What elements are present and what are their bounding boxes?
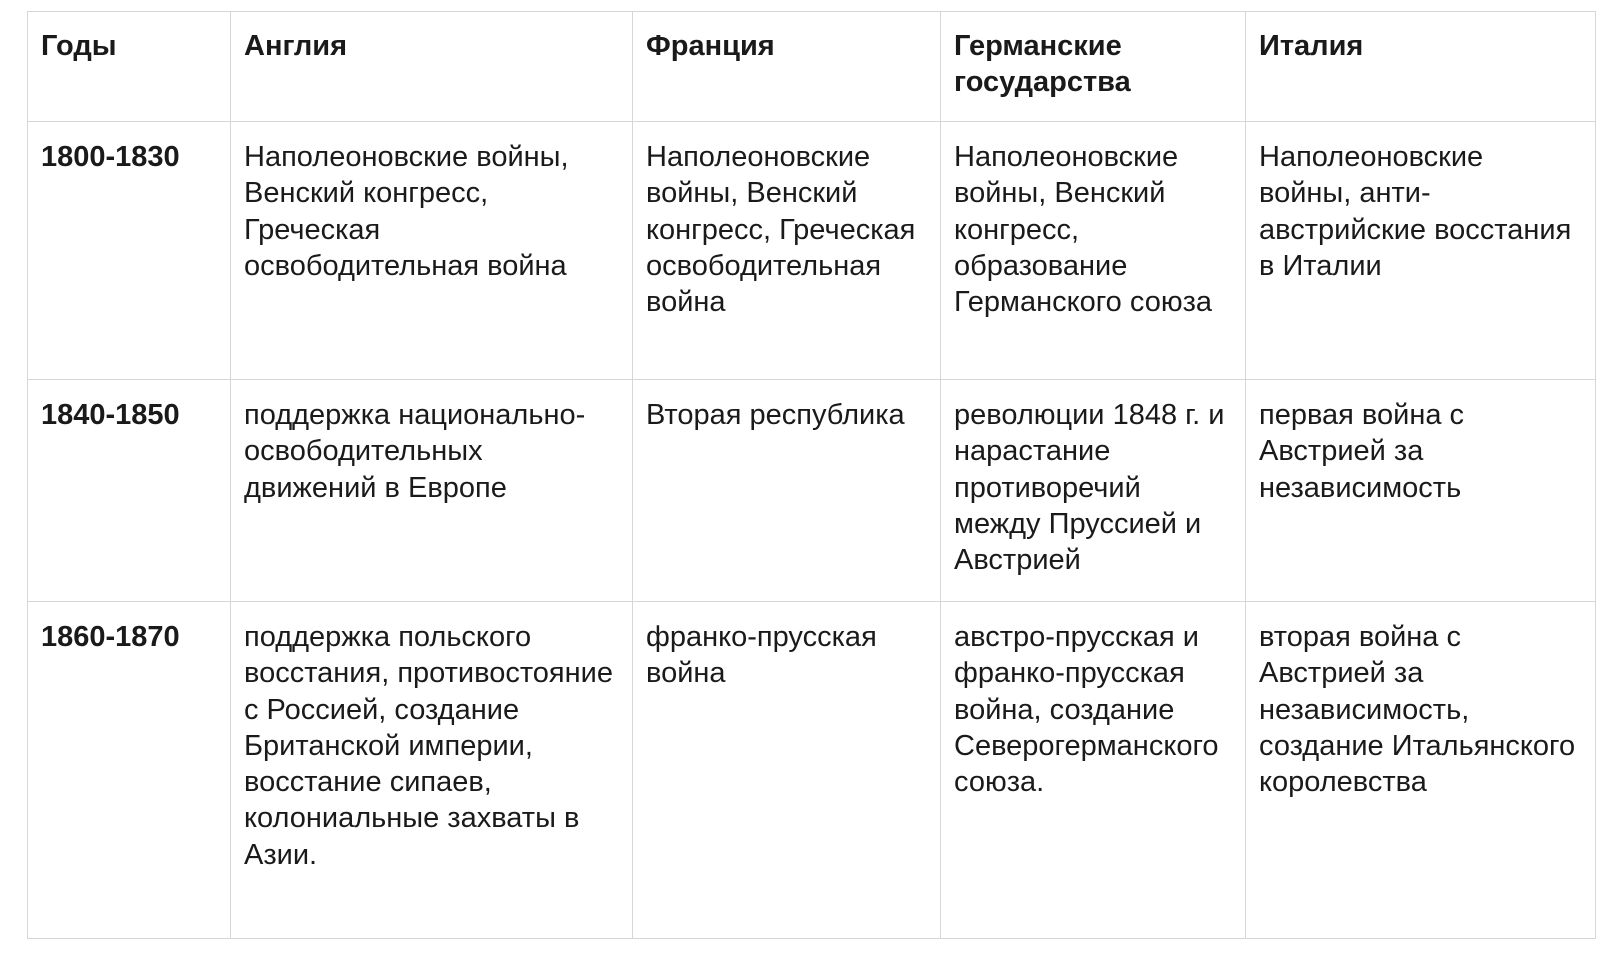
- cell-german: австро-прусская и франко-прусская война, создание Северогерманского союза.: [941, 602, 1246, 939]
- cell-italy: первая война с Австрией за независимость: [1246, 380, 1596, 602]
- column-header-england: Англия: [231, 12, 633, 122]
- cell-german: Наполеоновские войны, Венский конгресс, образование Германского союза: [941, 122, 1246, 380]
- cell-england: поддержка польского восстания, противостояние с Россией, создание Британской империи, восстание сипаев, колониальные захваты в Азии.: [231, 602, 633, 939]
- table-row: [28, 122, 1596, 380]
- table-header-row: [28, 12, 1596, 122]
- cell-england: Наполеоновские войны, Венский конгресс, Греческая освободительная война: [231, 122, 633, 380]
- table-container: [27, 11, 1595, 939]
- cell-german: революции 1848 г. и нарастание противоречий между Пруссией и Австрией: [941, 380, 1246, 602]
- column-header-france: Франция: [633, 12, 941, 122]
- cell-italy: Наполеоновские войны, анти-австрийские восстания в Италии: [1246, 122, 1596, 380]
- table-row: [28, 380, 1596, 602]
- cell-england: поддержка национально-освободительных движений в Европе: [231, 380, 633, 602]
- cell-years: 1840-1850: [28, 380, 231, 602]
- column-header-italy: Италия: [1246, 12, 1596, 122]
- cell-italy: вторая война с Австрией за независимость, создание Итальянского королевства: [1246, 602, 1596, 939]
- table-header: [28, 12, 1596, 122]
- cell-years: 1800-1830: [28, 122, 231, 380]
- table-body: [28, 122, 1596, 939]
- cell-france: франко-прусская война: [633, 602, 941, 939]
- cell-france: Наполеоновские войны, Венский конгресс, Греческая освободительная война: [633, 122, 941, 380]
- history-comparison-table: [27, 11, 1596, 939]
- cell-france: Вторая республика: [633, 380, 941, 602]
- column-header-years: Годы: [28, 12, 231, 122]
- cell-years: 1860-1870: [28, 602, 231, 939]
- table-row: [28, 602, 1596, 939]
- column-header-german: Германские государства: [941, 12, 1246, 122]
